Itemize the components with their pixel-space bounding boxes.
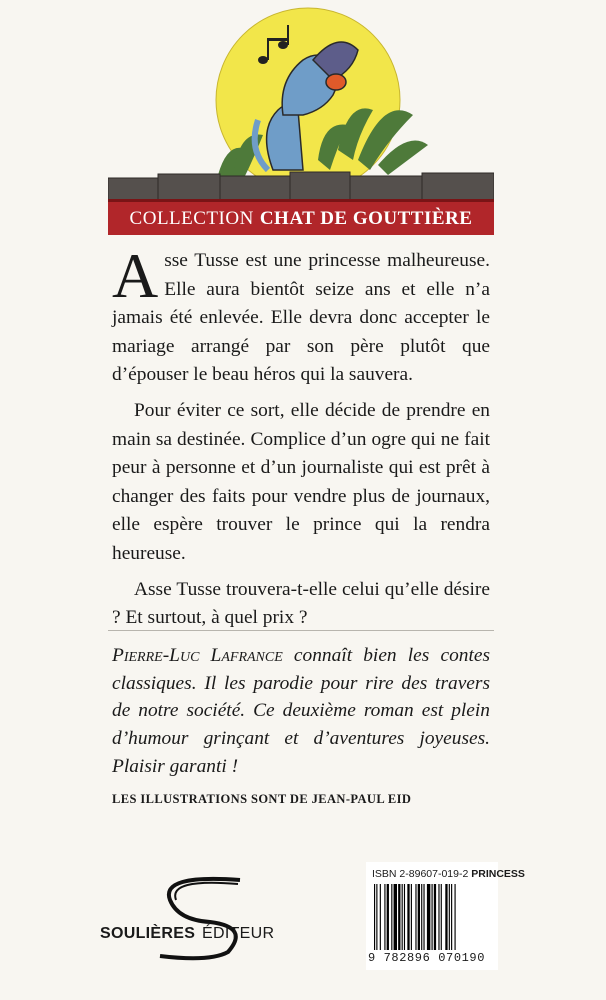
back-cover-blurb <box>112 240 490 633</box>
publisher-name-right: ÉDITEUR <box>202 925 275 942</box>
isbn-code: PRINCESS <box>471 868 525 880</box>
illustrator-credit: LES ILLUSTRATIONS SONT DE JEAN-PAUL EID <box>112 792 412 806</box>
author-bio <box>112 642 490 781</box>
ean-number: 9 782896 070190 <box>368 951 486 965</box>
cat-illustration <box>108 0 494 205</box>
blurb-paragraph-2: Pour éviter ce sort, elle décide de prendre en main sa destinée. Complice d’un ogre qui ne fait peur à personne et d’un journaliste qui est prêt à changer des faits pour vendre plus de journaux, elle espère trouver le prince qui la rendra heureuse. <box>112 399 490 564</box>
publisher-s-logo <box>100 872 320 962</box>
blurb-text-1: sse Tusse est une princesse malheureuse. Elle aura bientôt seize ans et elle n’a jamais été enlevée. Elle devra donc accepter le mariage arrangé par son père plutôt que d’épouser le beau héros qui la sauvera. <box>112 250 490 386</box>
drop-cap: A <box>112 240 159 311</box>
isbn-block <box>366 862 525 970</box>
collection-banner <box>108 199 494 235</box>
publisher-logo <box>100 872 320 962</box>
publisher-name-left: SOULIÈRES <box>100 925 196 942</box>
collection-series: COLLECTION <box>129 207 254 229</box>
isbn-line <box>372 868 525 880</box>
barcode <box>374 884 490 950</box>
blurb-paragraph-3: Asse Tusse trouvera-t-elle celui qu’elle désire ? Et surtout, à quel prix ? <box>112 578 490 629</box>
collection-name: CHAT DE GOUTTIÈRE <box>259 207 473 229</box>
bio-text: connaît bien les contes classiques. Il les parodie pour rire des travers de notre société. Ce deuxième roman est plein d’humour grinçant et d’aventures joyeuses. Plaisir garanti ! <box>112 645 490 777</box>
blurb-paragraph-1 <box>112 240 490 390</box>
isbn-number: ISBN 2-89607-019-2 <box>372 868 469 880</box>
author-name: Pierre-Luc Lafrance <box>112 645 283 666</box>
divider <box>108 630 494 631</box>
